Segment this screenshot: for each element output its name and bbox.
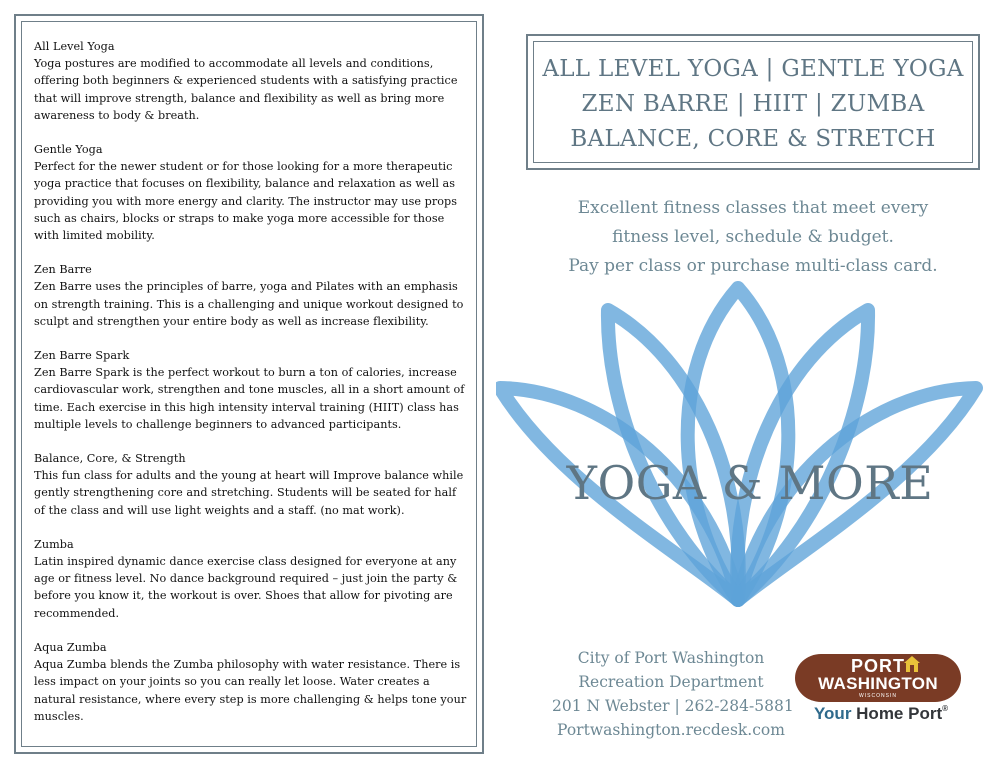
logo-badge: [795, 654, 961, 702]
class-description: Yoga postures are modified to accommodate all levels and conditions, offering both beginners & experienced students with a satisfying practice that will improve strength, balance and flexibility as well as bring more awareness to body & breath.: [34, 57, 458, 122]
contact-department: Recreation Department: [578, 673, 764, 691]
class-list-line: ZEN BARRE | HIIT | ZUMBA: [581, 91, 925, 117]
class-balance-core-strength: [34, 450, 470, 519]
logo-word-washington: WASHINGTON: [818, 674, 938, 693]
class-description: Aqua Zumba blends the Zumba philosophy with water resistance. There is less impact on your joints so you can really let loose. Water creates a natural resistance, where every step is more challenging & helps tone your muscles.: [34, 658, 467, 723]
class-title: Aqua Zumba: [34, 640, 107, 654]
class-aqua-zumba: [34, 639, 470, 725]
logo-tag-home-port: Home Port: [856, 704, 943, 723]
class-zen-barre: [34, 261, 470, 330]
class-gentle-yoga: [34, 141, 470, 244]
class-title: All Level Yoga: [34, 40, 115, 53]
class-description: Latin inspired dynamic dance exercise class designed for everyone at any age or fitness level. No dance background required – just join the party & before you know it, the workout is over. Shoes that allow for pivoting are recommended.: [34, 555, 458, 620]
class-zumba: [34, 536, 470, 622]
contact-info: [552, 646, 794, 742]
class-description: Zen Barre uses the principles of barre, yoga and Pilates with an emphasis on strength training. This is a challenging and unique workout designed to sculpt and strengthen your entire body as well as increase flexibility.: [34, 280, 464, 328]
logo-word-port: PORT: [850, 656, 905, 676]
class-list-heading: [526, 52, 980, 157]
class-descriptions: [34, 38, 470, 742]
tagline-line: Excellent fitness classes that meet every: [577, 198, 929, 218]
class-title: Zen Barre: [34, 263, 92, 277]
tagline: [528, 194, 978, 281]
class-title: Gentle Yoga: [34, 143, 103, 157]
class-description: Zen Barre Spark is the perfect workout to burn a ton of calories, increase cardiovascular work, strengthen and tone muscles, all in a short amount of time. Each exercise in this high intensity interval training (HIIT) class has multiple levels to challenge beginners to advanced participants.: [34, 366, 465, 431]
logo-tagline: [792, 704, 970, 724]
class-title: Zumba: [34, 537, 74, 551]
class-list-line: BALANCE, CORE & STRETCH: [570, 126, 936, 152]
contact-address-phone: 201 N Webster | 262-284-5881: [552, 697, 794, 715]
class-title: Balance, Core, & Strength: [34, 452, 186, 466]
registered-mark: ®: [942, 704, 949, 713]
contact-website[interactable]: Portwashington.recdesk.com: [557, 721, 785, 739]
house-icon: [903, 655, 921, 673]
class-list-line: ALL LEVEL YOGA | GENTLE YOGA: [542, 56, 964, 82]
class-description: This fun class for adults and the young at heart will Improve balance while gently strengthening core and stretching. Students will be seated for half of the class and will use light weights and a staff. (no mat work).: [34, 469, 464, 517]
class-title: Zen Barre Spark: [34, 349, 130, 363]
tagline-line: Pay per class or purchase multi-class card.: [568, 256, 938, 276]
class-zen-barre-spark: [34, 347, 470, 433]
logo-word-state: WISCONSIN: [859, 693, 897, 699]
class-description: Perfect for the newer student or for those looking for a more therapeutic yoga practice that focuses on flexibility, balance and relaxation as well as providing you with more energy and clarity. The instructor may use props such as chairs, blocks or straps to make yoga more accessible for those with limited mobility.: [34, 160, 458, 243]
lotus-flower-icon: [496, 280, 986, 620]
brand-title: YOGA & MORE: [566, 456, 934, 510]
port-washington-logo: [792, 652, 970, 728]
class-all-level-yoga: [34, 38, 470, 124]
tagline-line: fitness level, schedule & budget.: [612, 227, 894, 247]
contact-city: City of Port Washington: [577, 649, 765, 667]
logo-tag-your: Your: [813, 704, 857, 723]
